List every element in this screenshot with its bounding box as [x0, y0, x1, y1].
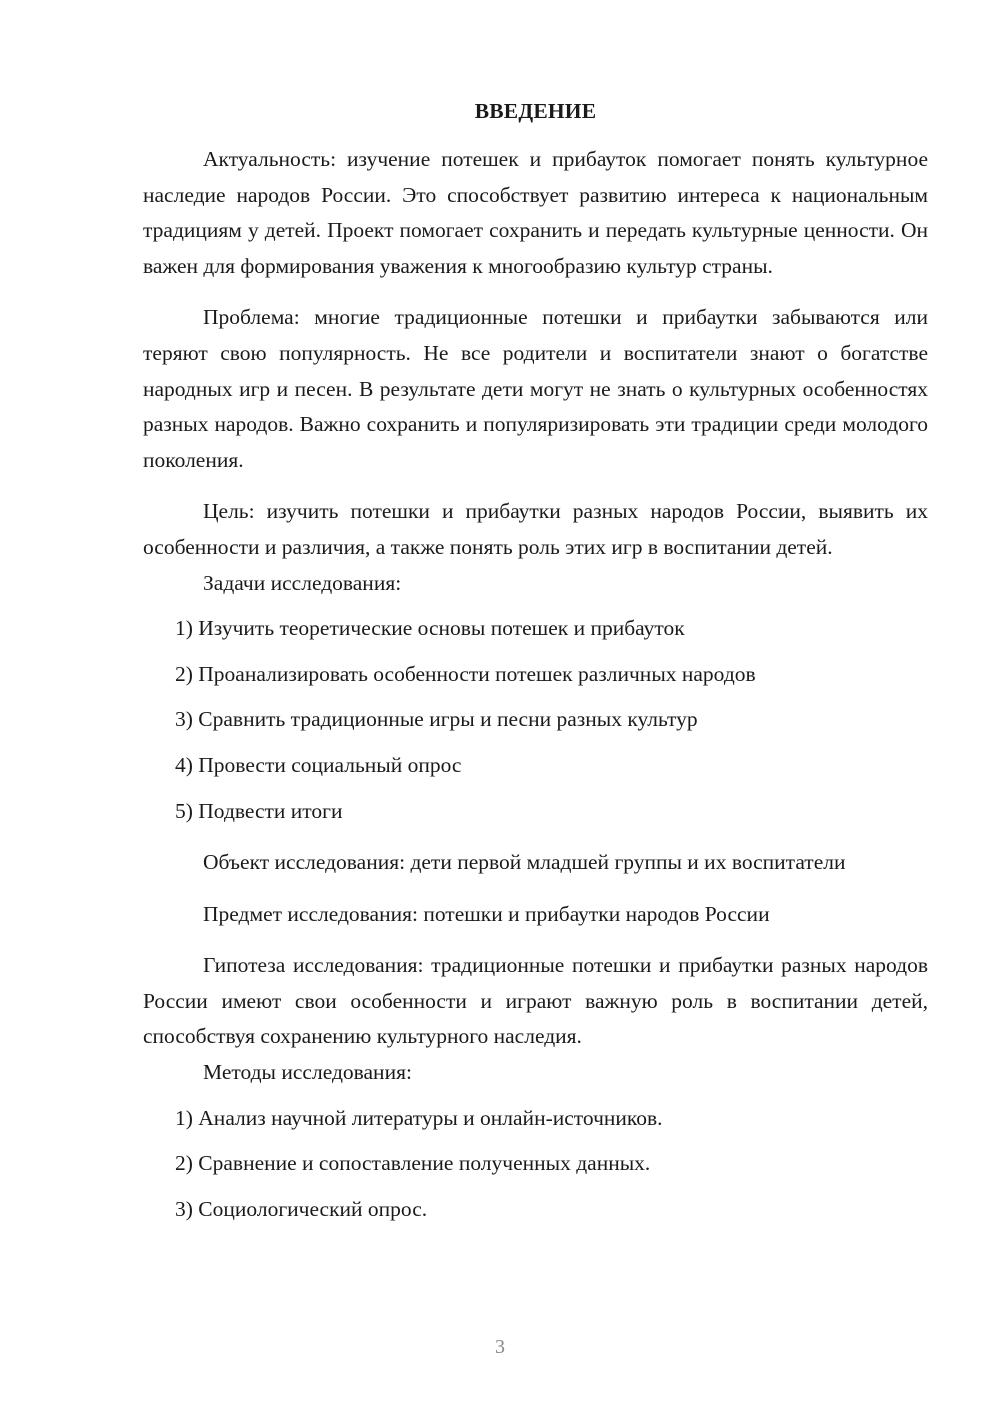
page-title: ВВЕДЕНИЕ [474, 99, 597, 123]
page-content [143, 94, 928, 1227]
relevance-paragraph: Актуальность: изучение потешек и прибауток помогает понять культурное наследие народов России. Это способствует развитию интереса к национальным традициям у детей. Проект помогает сохранить и передать культурные ценности. Он важен для формирования уважения к многообразию культур страны. [143, 147, 928, 278]
list-item: 3) Сравнить традиционные игры и песни разных культур [175, 707, 698, 732]
methods-list [143, 1101, 928, 1228]
list-item: 2) Проанализировать особенности потешек различных народов [175, 661, 756, 686]
list-item: 4) Провести социальный опрос [175, 752, 462, 777]
list-item: 1) Изучить теоретические основы потешек и прибауток [175, 616, 685, 641]
list-item: 2) Сравнение и сопоставление полученных данных. [175, 1151, 651, 1176]
page-number: 3 [495, 1336, 505, 1358]
methods-heading: Методы исследования: [203, 1060, 412, 1085]
list-item: 1) Анализ научной литературы и онлайн-источников. [175, 1105, 663, 1130]
tasks-list [143, 611, 928, 829]
list-item: 5) Подвести итоги [175, 798, 343, 823]
problem-paragraph: Проблема: многие традиционные потешки и прибаутки забываются или теряют свою популярность. Не все родители и воспитатели знают о богатстве народных игр и песен. В результате дети могут не знать о культурных особенностях разных народов. Важно сохранить и популяризировать эти традиции среди молодого поколения. [143, 305, 928, 472]
object-paragraph: Объект исследования: дети первой младшей группы и их воспитатели [203, 850, 846, 875]
subject-paragraph: Предмет исследования: потешки и прибаутки народов России [203, 901, 770, 926]
hypothesis-paragraph: Гипотеза исследования: традиционные потешки и прибаутки разных народов России имеют свои особенности и играют важную роль в воспитании детей, способствуя сохранению культурного наследия. [143, 953, 928, 1049]
goal-paragraph: Цель: изучить потешки и прибаутки разных народов России, выявить их особенности и различия, а также понять роль этих игр в воспитании детей. [143, 499, 928, 559]
list-item: 3) Социологический опрос. [175, 1196, 428, 1221]
tasks-heading: Задачи исследования: [203, 570, 402, 595]
